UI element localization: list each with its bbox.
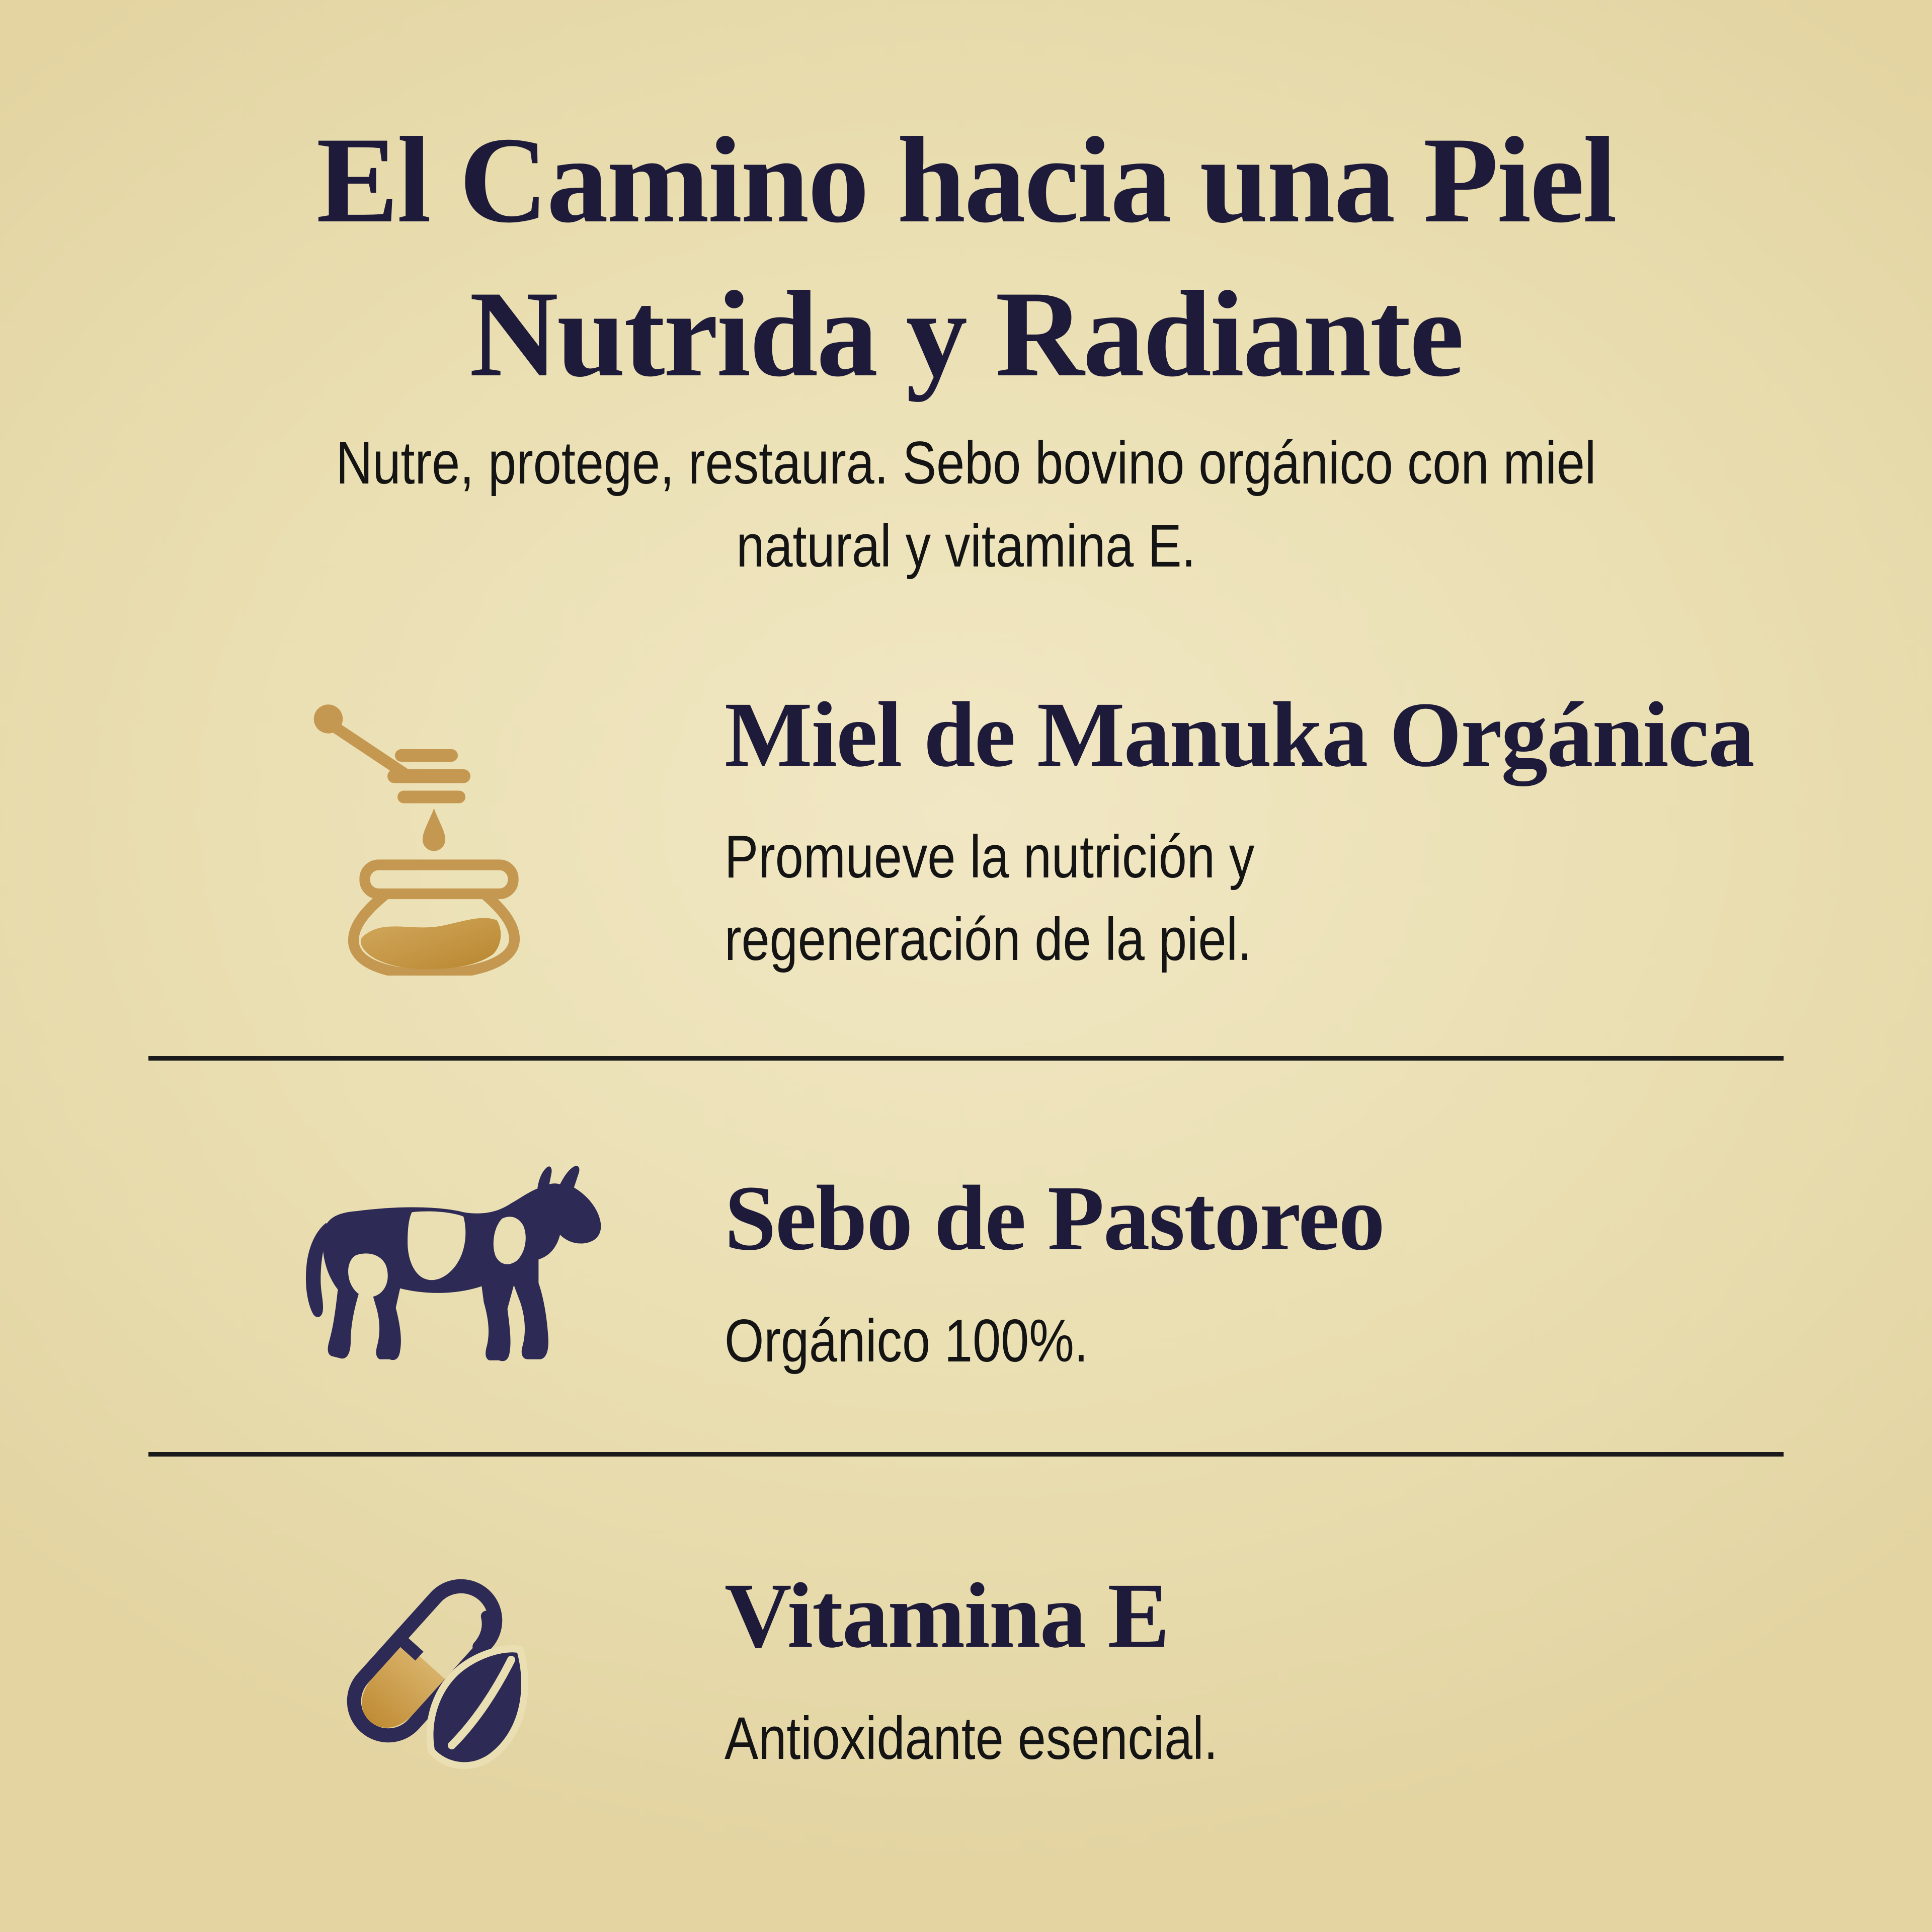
section-tallow-texts xyxy=(725,1165,1872,1382)
section-heading: Vitamina E xyxy=(725,1564,1169,1668)
honey-dipper-jar-icon xyxy=(287,686,538,976)
section-honey-texts xyxy=(725,682,1872,981)
description-line: Promueve la nutrición y xyxy=(725,823,1255,891)
section-divider xyxy=(148,1056,1784,1061)
cow-icon xyxy=(294,1158,616,1390)
subtitle-line: Nutre, protege, restaura. Sebo bovino orgánico con miel xyxy=(336,429,1596,497)
section-honey xyxy=(0,682,1932,981)
description-line: Orgánico 100%. xyxy=(725,1307,1088,1375)
subtitle-line: natural y vitamina E. xyxy=(736,512,1196,580)
section-vitamin-e-icon-cell xyxy=(287,1548,725,1795)
section-vitamin-e xyxy=(0,1548,1932,1795)
section-description xyxy=(725,816,1872,980)
section-heading: Miel de Manuka Orgánica xyxy=(725,683,1754,786)
page-title-line: El Camino hacia una Piel xyxy=(316,112,1616,248)
page-title-line: Nutrida y Radiante xyxy=(469,266,1463,403)
section-heading: Sebo de Pastoreo xyxy=(725,1167,1384,1270)
section-tallow xyxy=(0,1158,1932,1390)
description-line: Antioxidante esencial. xyxy=(725,1705,1218,1773)
vitamin-capsule-leaf-icon xyxy=(319,1548,571,1795)
section-vitamin-e-texts xyxy=(725,1563,1872,1780)
section-honey-icon-cell xyxy=(287,686,725,976)
section-description xyxy=(725,1698,1872,1780)
section-description xyxy=(725,1300,1872,1382)
section-divider xyxy=(148,1452,1784,1457)
page-title xyxy=(0,0,1932,412)
section-tallow-icon-cell xyxy=(287,1158,725,1390)
description-line: regeneración de la piel. xyxy=(725,905,1252,973)
page-subtitle xyxy=(0,422,1932,588)
